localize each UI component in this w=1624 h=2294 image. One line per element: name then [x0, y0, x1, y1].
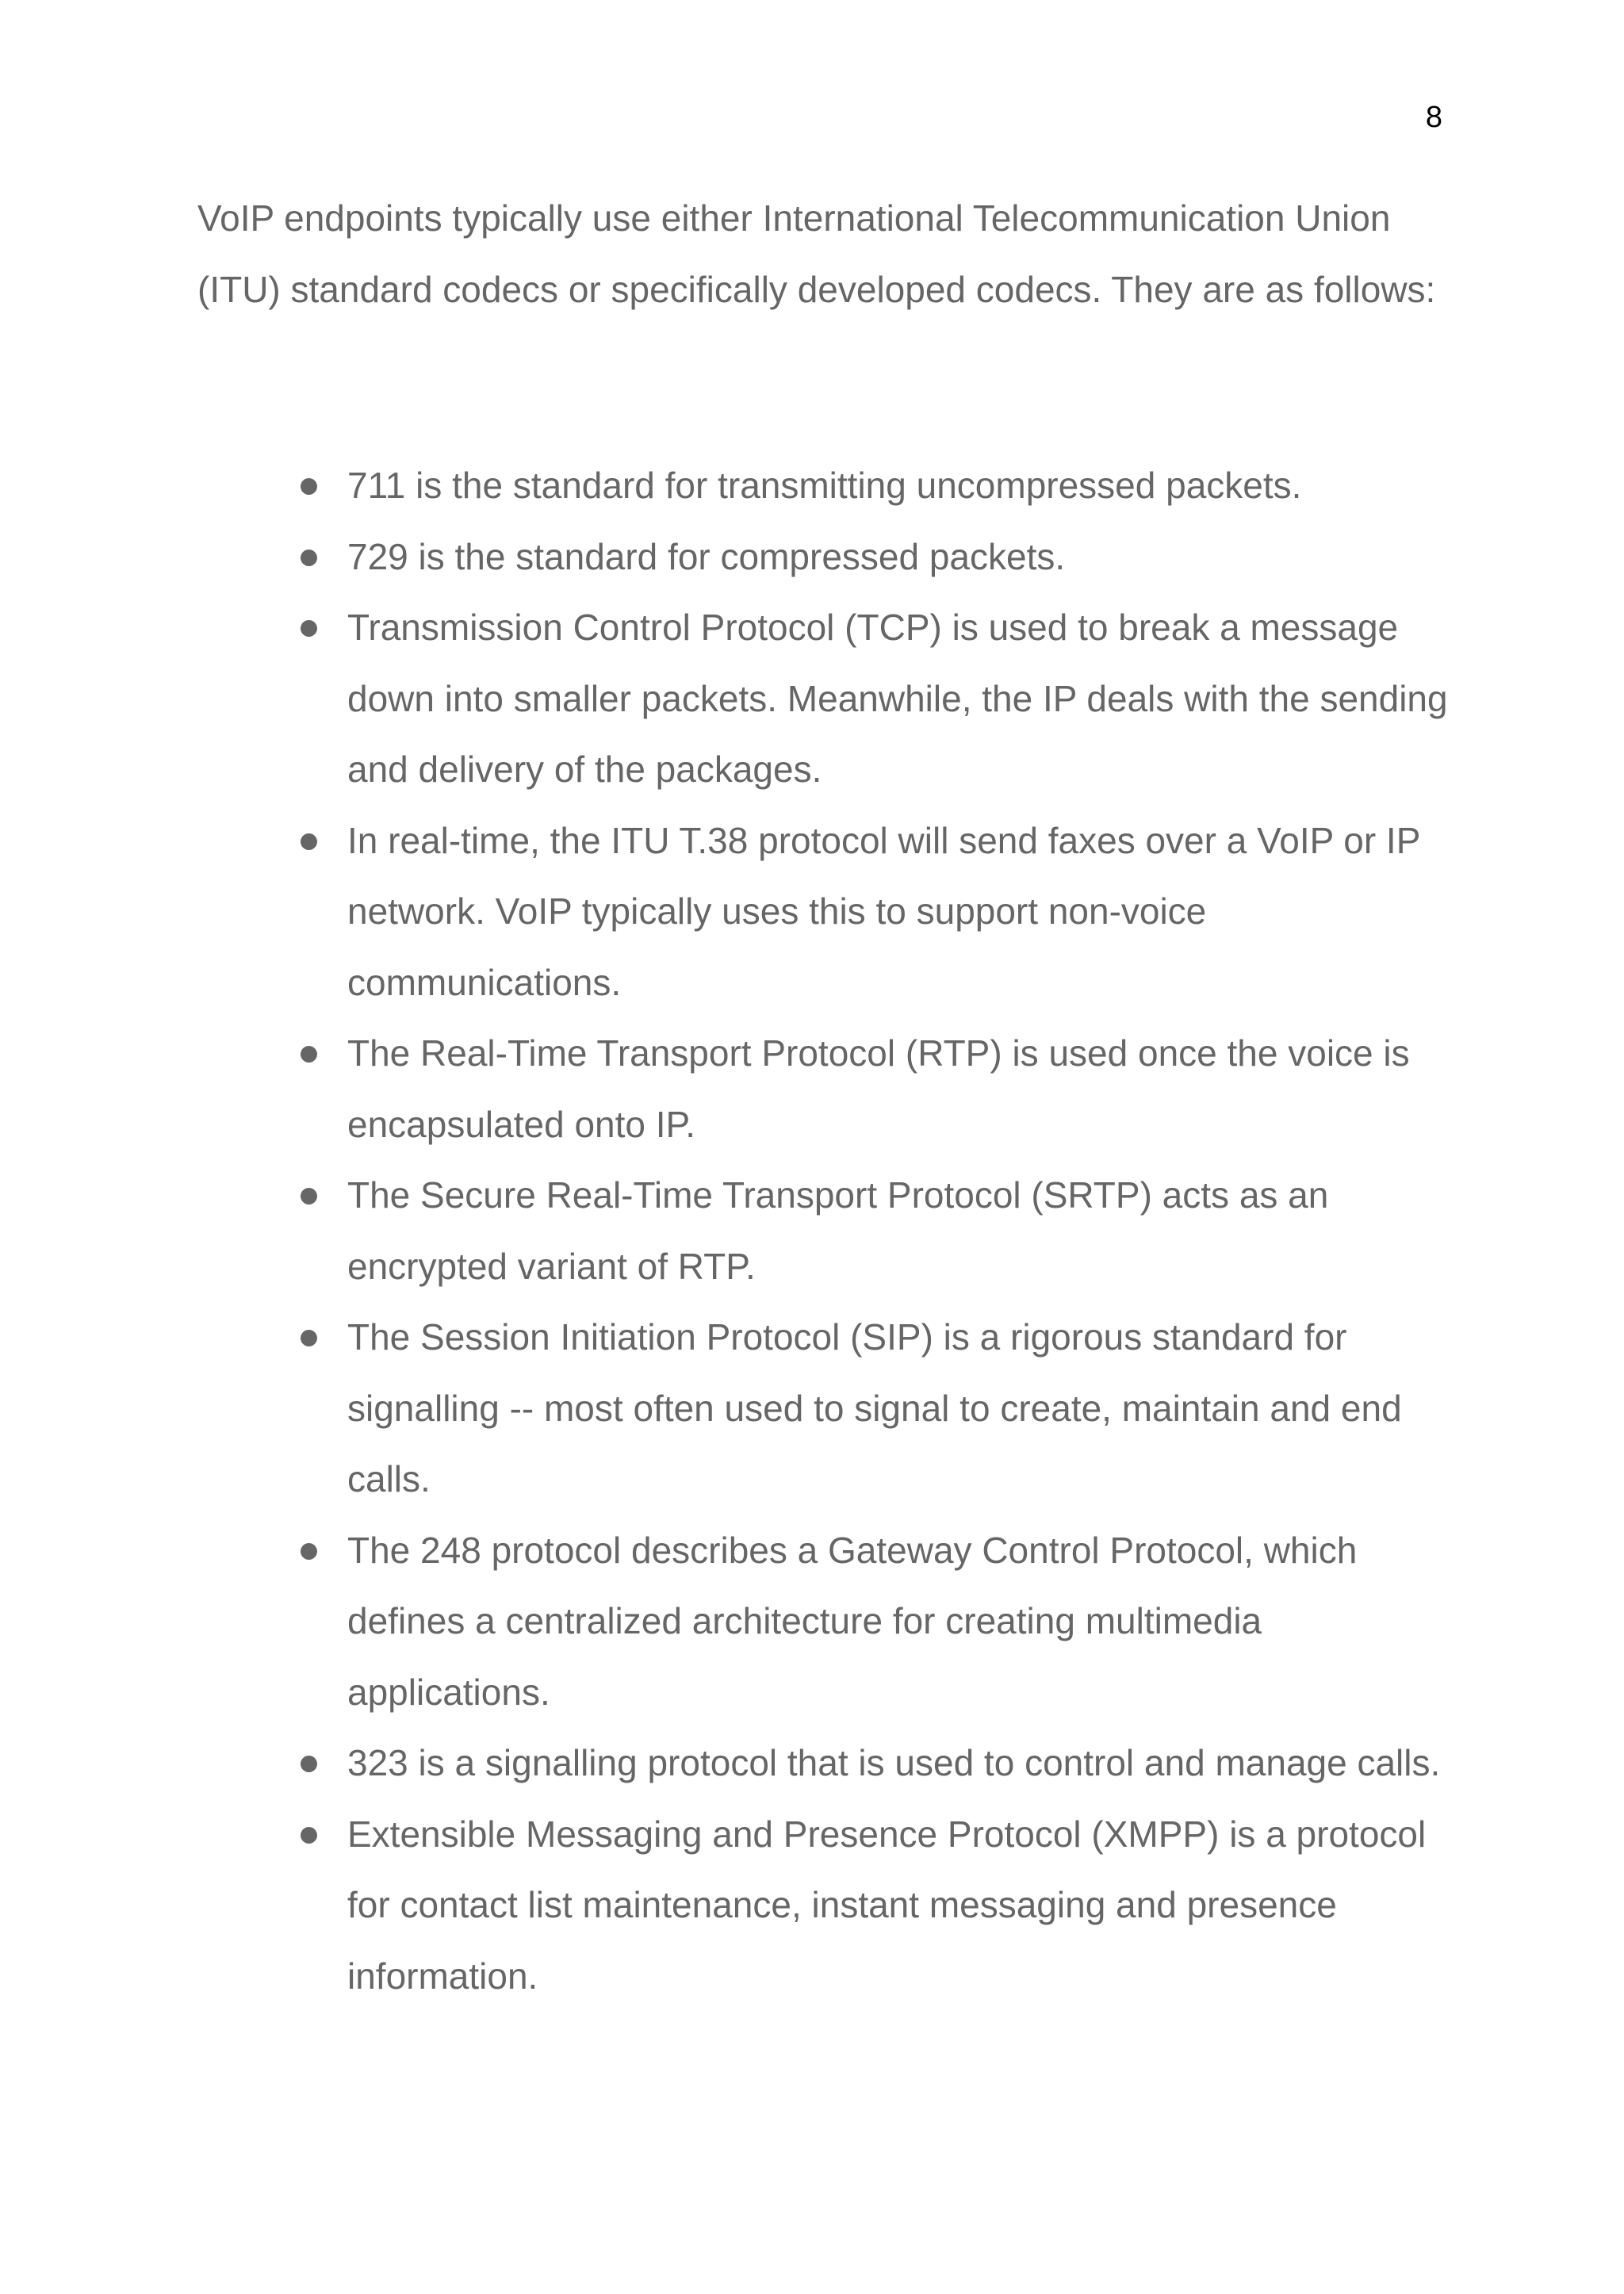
bullet-icon — [301, 620, 317, 637]
bullet-icon — [301, 833, 317, 850]
list-item — [347, 1728, 1457, 1799]
intro-paragraph: VoIP endpoints typically use either International Telecommunication Union (ITU) standard codecs or specifically developed codecs. They are as follows: — [197, 197, 1436, 310]
list-item-text: In real-time, the ITU T.38 protocol will send faxes over a VoIP or IP network. VoIP typically uses this to support non-voice communications. — [347, 819, 1420, 1003]
bullet-icon — [301, 1543, 317, 1560]
list-item-text: The Secure Real-Time Transport Protocol (SRTP) acts as an encrypted variant of RTP. — [347, 1174, 1329, 1287]
list-item — [347, 592, 1457, 806]
bullet-icon — [301, 478, 317, 495]
list-item — [347, 1302, 1457, 1515]
list-item — [347, 806, 1457, 1019]
bullet-icon — [301, 1330, 317, 1346]
list-item-text: The Real-Time Transport Protocol (RTP) is used once the voice is encapsulated onto IP. — [347, 1032, 1410, 1145]
bullet-icon — [301, 1046, 317, 1063]
list-item — [347, 1160, 1457, 1302]
list-item-text: The Session Initiation Protocol (SIP) is a rigorous standard for signalling -- most often used to signal to create, maintain and end calls. — [347, 1316, 1402, 1499]
bullet-icon — [301, 550, 317, 566]
codec-protocol-list — [347, 450, 1457, 2012]
bullet-icon — [301, 1827, 317, 1844]
list-item — [347, 522, 1457, 593]
list-item-text: Extensible Messaging and Presence Protocol (XMPP) is a protocol for contact list maintenance, instant messaging and presence information. — [347, 1813, 1427, 1997]
list-item — [347, 1799, 1457, 2013]
list-item — [347, 1018, 1457, 1160]
list-item-text: 729 is the standard for compressed packets. — [347, 535, 1066, 577]
bullet-icon — [301, 1188, 317, 1204]
list-item-text: Transmission Control Protocol (TCP) is used to break a message down into smaller packets. Meanwhile, the IP deals with the sending and delivery of the packages. — [347, 607, 1448, 790]
page-number: 8 — [1425, 101, 1442, 134]
list-item — [347, 1515, 1457, 1729]
list-item-text: The 248 protocol describes a Gateway Control Protocol, which defines a centralized architecture for creating multimedia applications. — [347, 1529, 1358, 1713]
list-item — [347, 450, 1457, 522]
list-item-text: 323 is a signalling protocol that is used to control and manage calls. — [347, 1742, 1441, 1783]
bullet-icon — [301, 1756, 317, 1772]
list-item-text: 711 is the standard for transmitting uncompressed packets. — [347, 465, 1302, 506]
